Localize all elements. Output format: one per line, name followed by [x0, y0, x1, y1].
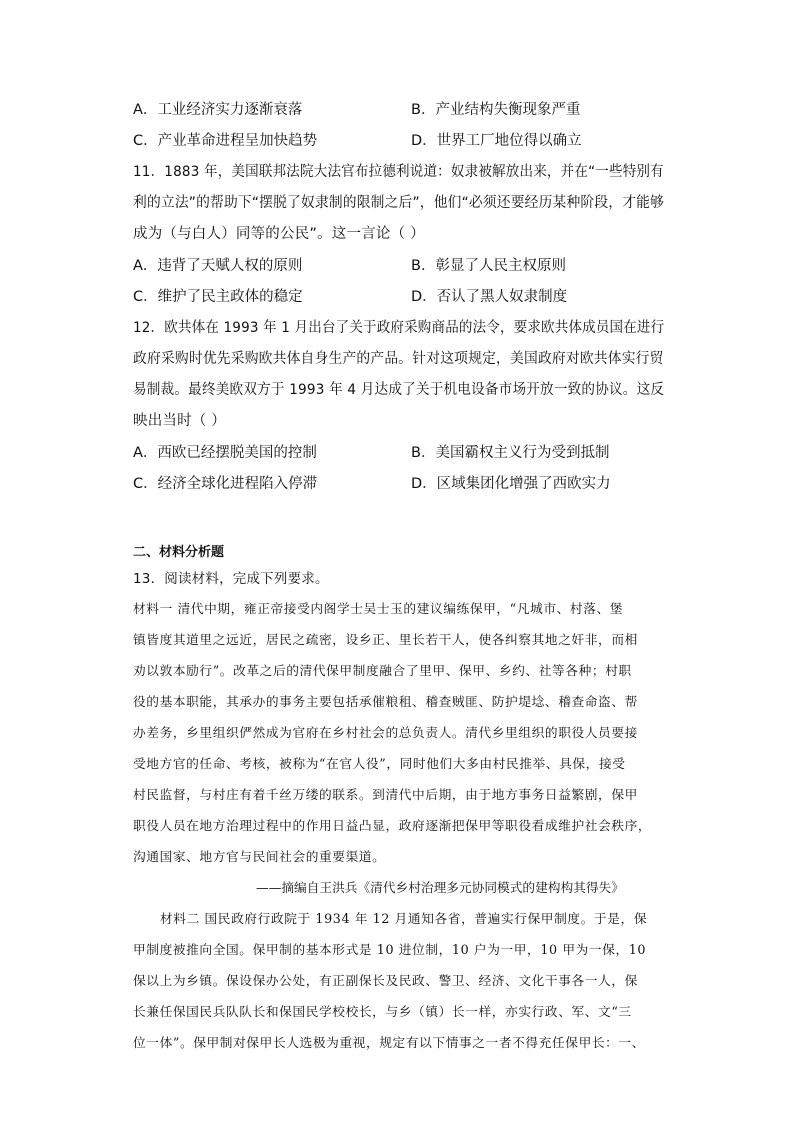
material1-line: 镇皆度其道里之远近，居民之疏密，设乡正、里长若干人，使各纠察其地之奸非，而相: [133, 632, 638, 647]
q11-stem-line-3: 成为（与白人）同等的公民”。这一言论（ ）: [133, 226, 425, 242]
q11-option-c: C．维护了民主政体的稳定: [133, 289, 303, 305]
material1-line: 材料一 清代中期，雍正帝接受内阁学士吴士玉的建议编练保甲，“凡城市、村落、堡: [133, 601, 624, 616]
material1-line: 办差务，乡里组织俨然成为官府在乡村社会的总负责人。清代乡里组织的职役人员要接: [133, 725, 638, 740]
q11-stem-line-2: 利的立法”的帮助下“摆脱了奴隶制的限制之后”，他们“必须还要经历某种阶段，才能够: [133, 195, 665, 211]
q10-option-b: B．产业结构失衡现象严重: [411, 102, 581, 118]
q12-stem-line-3: 易制裁。最终美欧双方于 1993 年 4 月达成了关于机电设备市场开放一致的协议。这反: [133, 382, 665, 398]
q11-option-a: A．违背了天赋人权的原则: [133, 258, 303, 274]
q12-option-b: B．美国霸权主义行为受到抵制: [411, 445, 610, 461]
q10-option-a: A．工业经济实力逐渐衰落: [133, 102, 303, 118]
material1-line: 受地方官的任命、考核，被称为“在官人役”，同时他们大多由村民推举、具保，接受: [133, 756, 626, 771]
section-heading: 二、材料分析题: [133, 545, 225, 560]
q12-option-a: A．西欧已经摆脱美国的控制: [133, 445, 317, 461]
q11-option-d: D．否认了黑人奴隶制度: [411, 289, 568, 305]
material1-line: 劝以敦本励行”。改革之后的清代保甲制度融合了里甲、保甲、乡约、社等各种；村职: [133, 663, 632, 678]
q10-option-c: C．产业革命进程呈加快趋势: [133, 133, 318, 149]
material1-line: 沟通国家、地方官与民间社会的重要渠道。: [133, 849, 386, 864]
material2-line: 甲制度被推向全国。保甲制的基本形式是 10 进位制，10 户为一甲，10 甲为一保，10: [133, 942, 647, 957]
q12-option-d: D．区域集团化增强了西欧实力: [411, 476, 611, 492]
q11-stem-line-1: 11．1883 年，美国联邦法院大法官布拉德利说道：奴隶被解放出来，并在“一些特别有: [133, 164, 664, 180]
material2-line: 位一体”。保甲制对保甲长人选极为重视，规定有以下情事之一者不得充任保甲长：一、: [133, 1035, 646, 1050]
q10-option-d: D．世界工厂地位得以确立: [411, 133, 582, 149]
material2-line: 材料二 国民政府行政院于 1934 年 12 月通知各省，普遍实行保甲制度。于是，保: [160, 911, 648, 926]
material1-source: ——摘编自王洪兵《清代乡村治理多元协同模式的建构构其得失》: [256, 880, 624, 895]
q12-stem-line-4: 映出当时（ ）: [133, 413, 227, 429]
material2-line: 长兼任保国民兵队队长和保国民学校校长，与乡（镇）长一样，亦实行政、军、文“三: [133, 1004, 632, 1019]
material1-line: 村民监督，与村庄有着千丝万缕的联系。到清代中后期，由于地方事务日益繁剧，保甲: [133, 787, 638, 802]
material2-line: 保以上为乡镇。保设保办公处，有正副保长及民政、警卫、经济、文化干事各一人，保: [133, 973, 638, 988]
q12-stem-line-1: 12．欧共体在 1993 年 1 月出台了关于政府采购商品的法令，要求欧共体成员国在进行: [133, 320, 665, 336]
q12-stem-line-2: 政府采购时优先采购欧共体自身生产的产品。针对这项规定，美国政府对欧共体实行贸: [133, 351, 664, 367]
q11-option-b: B．彰显了人民主权原则: [411, 258, 566, 274]
q13-stem: 13．阅读材料，完成下列要求。: [133, 571, 329, 587]
material1-line: 职役人员在地方治理过程中的作用日益凸显，政府逐渐把保甲等职役看成维护社会秩序，: [133, 818, 652, 833]
material1-line: 役的基本职能，其承办的事务主要包括承催粮租、稽查贼匪、防护堤埝、稽查命盗、帮: [133, 694, 638, 709]
q12-option-c: C．经济全球化进程陷入停滞: [133, 476, 318, 492]
